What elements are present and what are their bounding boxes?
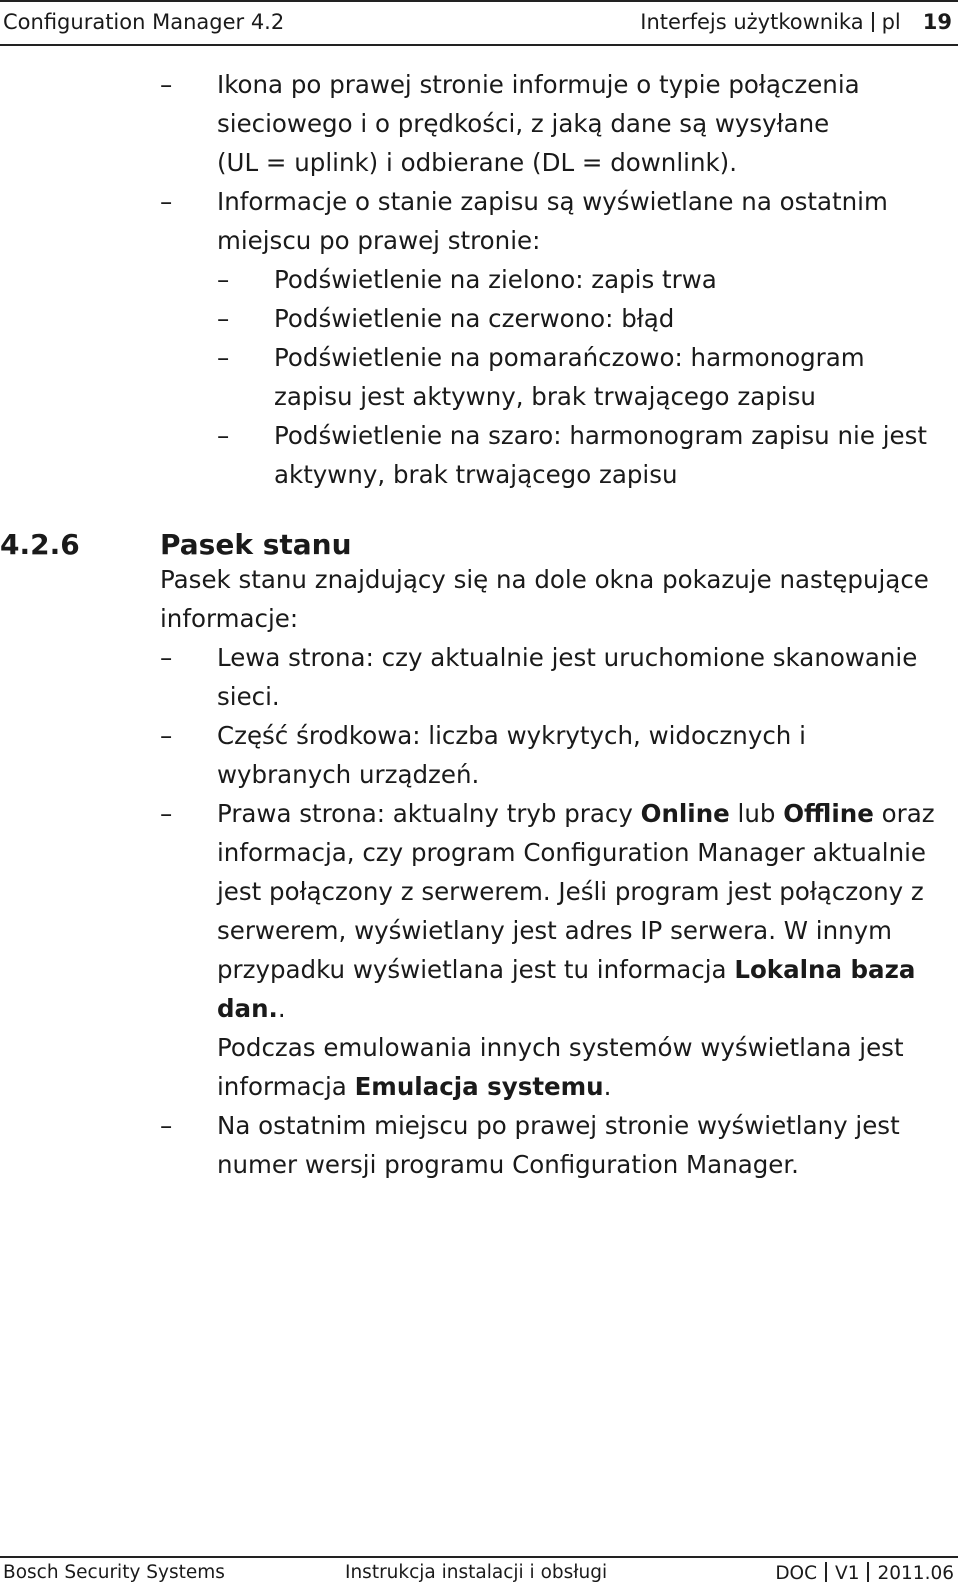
list-item-line: wybranych urządzeń. [217,760,480,789]
sub-bullet-dash: – [217,421,230,450]
footer-doc-title: Instrukcja instalacji i obsługi [345,1562,608,1583]
list-item-line: jest połączony z serwerem. Jeśli program jest połączony z [217,877,924,906]
list-item-line: Prawa strona: aktualny tryb pracy Online lub Offline oraz [217,799,935,828]
list-item-line: dan.. [217,994,286,1023]
footer-date: 2011.06 [877,1563,954,1584]
list-item-line: sieci. [217,682,280,711]
bullet-dash: – [160,643,173,672]
bullet-dash: – [160,70,173,99]
list-item-line: informacja Emulacja systemu. [217,1072,612,1101]
list-item-line: numer wersji programu Configuration Manager. [217,1150,799,1179]
header-right [640,10,952,34]
section-number: 4.2.6 [0,528,80,561]
header-section: Interfejs użytkownika [640,10,864,34]
sub-list-item: zapisu jest aktywny, brak trwającego zapisu [274,382,816,411]
online-term: Online [640,799,730,828]
bullet-dash: – [160,1111,173,1140]
sub-list-item: Podświetlenie na szaro: harmonogram zapisu nie jest [274,421,927,450]
list-item-line: (UL = uplink) i odbierane (DL = downlink). [217,148,738,177]
page-header [0,0,958,46]
sub-list-item: Podświetlenie na zielono: zapis trwa [274,265,717,294]
page-footer [0,1556,958,1591]
sub-list-item: Podświetlenie na pomarańczowo: harmonogram [274,343,865,372]
emulation-term: Emulacja systemu [354,1072,604,1101]
list-item-line: Podczas emulowania innych systemów wyświetlana jest [217,1033,904,1062]
list-item-line: miejscu po prawej stronie: [217,226,541,255]
section-title: Pasek stanu [160,528,352,561]
footer-separator [867,1562,869,1582]
list-item-line: serwerem, wyświetlany jest adres IP serwera. W innym [217,916,893,945]
local-db-term: Lokalna baza [734,955,916,984]
header-lang: pl [881,10,901,34]
offline-term: Offline [783,799,874,828]
page-number: 19 [922,10,952,34]
footer-company: Bosch Security Systems [3,1562,225,1583]
header-separator [872,12,874,32]
footer-doc: DOC [775,1563,818,1584]
list-item-line: Część środkowa: liczba wykrytych, widocznych i [217,721,806,750]
list-item-line: Ikona po prawej stronie informuje o typie połączenia [217,70,860,99]
footer-doc-info [775,1562,954,1584]
sub-bullet-dash: – [217,343,230,372]
sub-list-item: Podświetlenie na czerwono: błąd [274,304,675,333]
sub-bullet-dash: – [217,304,230,333]
paragraph-line: Pasek stanu znajdujący się na dole okna pokazuje następujące [160,565,929,594]
list-item-line: przypadku wyświetlana jest tu informacja Lokalna baza [217,955,916,984]
header-doc-title: Configuration Manager 4.2 [3,10,285,34]
list-item-line: Informacje o stanie zapisu są wyświetlane na ostatnim [217,187,888,216]
bullet-dash: – [160,721,173,750]
footer-separator [825,1562,827,1582]
local-db-term-cont: dan. [217,994,278,1023]
paragraph-line: informacje: [160,604,299,633]
bullet-dash: – [160,187,173,216]
list-item-line: Na ostatnim miejscu po prawej stronie wyświetlany jest [217,1111,900,1140]
list-item-line: informacja, czy program Configuration Manager aktualnie [217,838,927,867]
bullet-dash: – [160,799,173,828]
footer-version: V1 [835,1563,860,1584]
list-item-line: sieciowego i o prędkości, z jaką dane są wysyłane [217,109,830,138]
list-item-line: Lewa strona: czy aktualnie jest uruchomione skanowanie [217,643,918,672]
sub-bullet-dash: – [217,265,230,294]
sub-list-item: aktywny, brak trwającego zapisu [274,460,678,489]
